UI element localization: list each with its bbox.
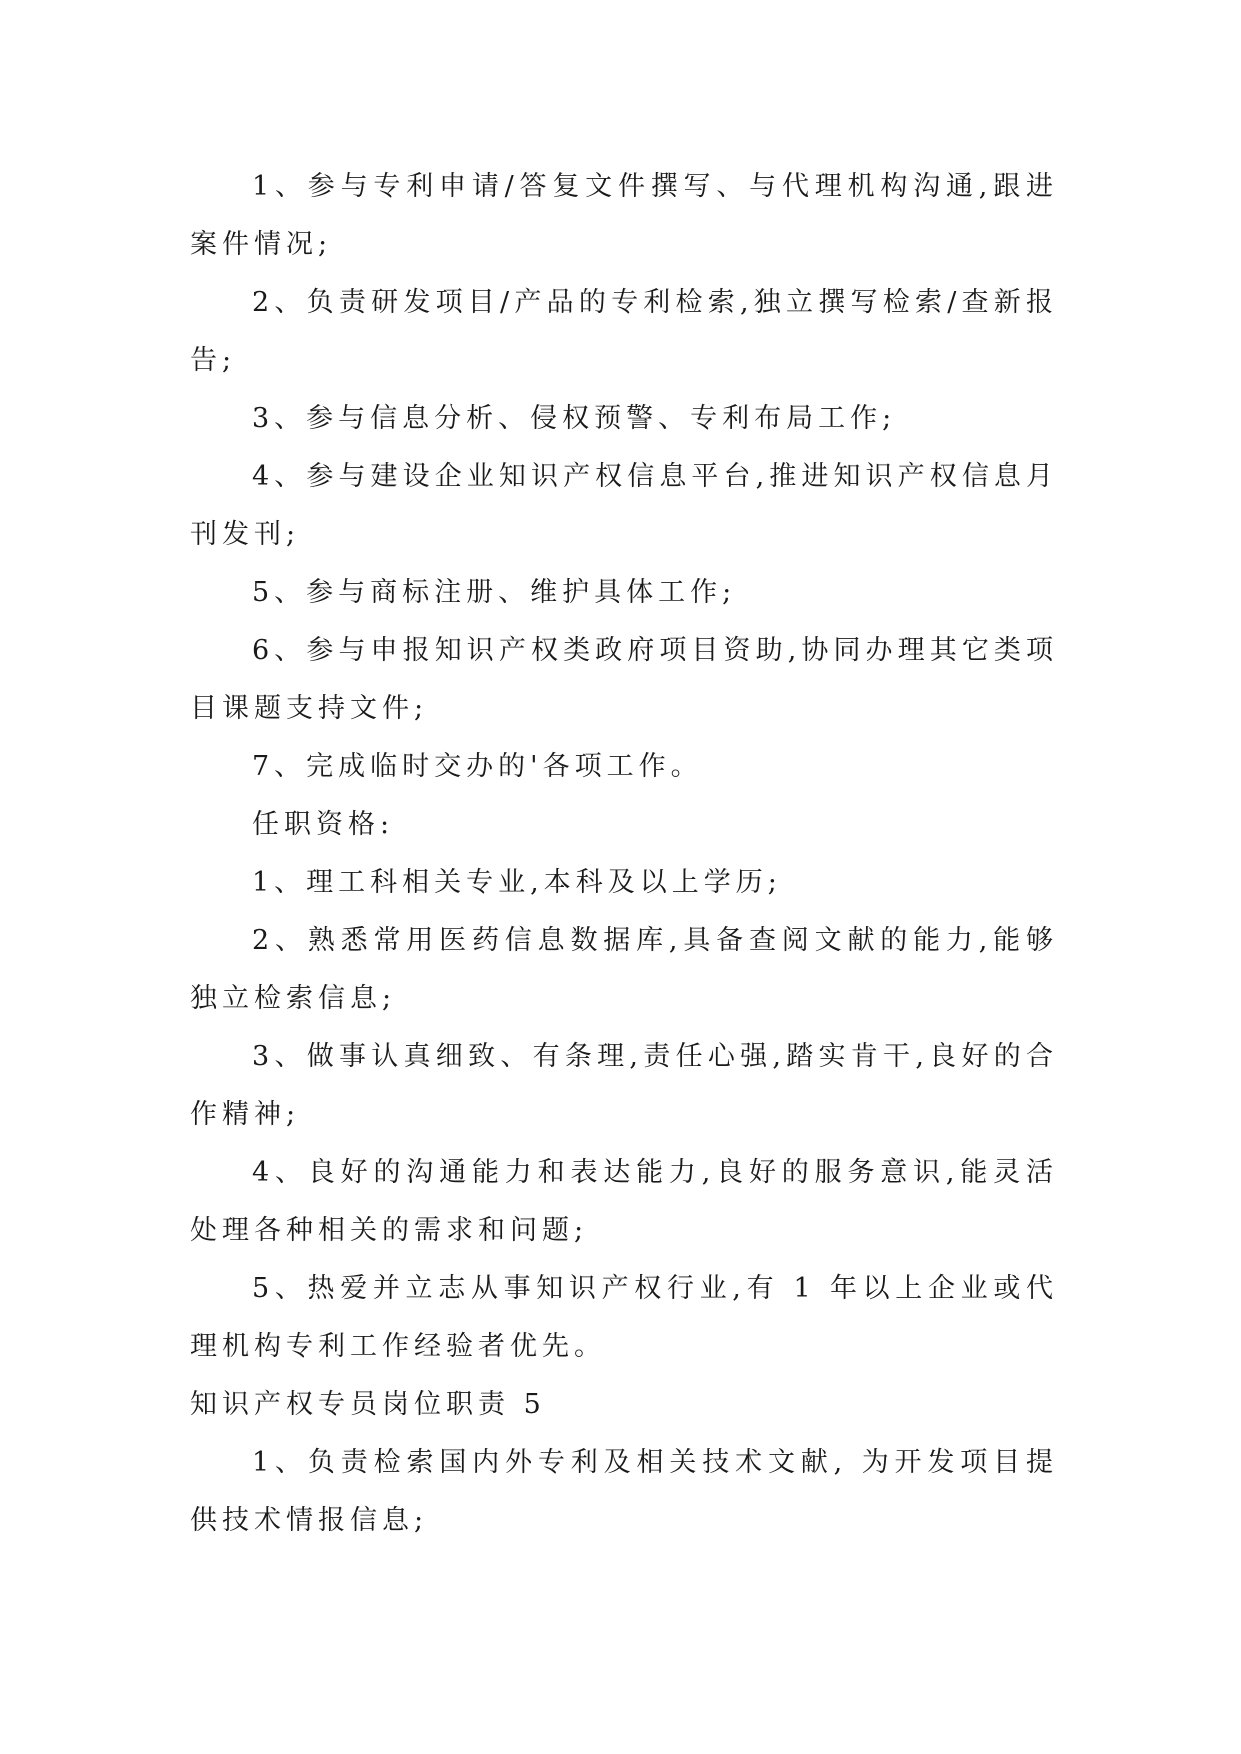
- qualifications-heading: 任职资格:: [252, 809, 395, 840]
- qualification-item-4: 4、良好的沟通能力和表达能力,良好的服务意识,能灵活处理各种相关的需求和问题;: [190, 1157, 1058, 1246]
- qualification-item-1: 1、理工科相关专业,本科及以上学历;: [252, 867, 782, 898]
- duty-item-5: 5、参与商标注册、维护具体工作;: [252, 577, 737, 608]
- duty-item-1: 1、参与专利申请/答复文件撰写、与代理机构沟通,跟进案件情况;: [190, 171, 1058, 260]
- duty-item-6: 6、参与申报知识产权类政府项目资助,协同办理其它类项目课题支持文件;: [190, 635, 1058, 724]
- document-page: [190, 158, 1058, 1550]
- section5-duty-item-1: 1、负责检索国内外专利及相关技术文献, 为开发项目提供技术情报信息;: [190, 1447, 1058, 1536]
- duty-item-3: 3、参与信息分析、侵权预警、专利布局工作;: [252, 403, 897, 434]
- duty-item-2: 2、负责研发项目/产品的专利检索,独立撰写检索/查新报告;: [190, 287, 1058, 376]
- duty-item-7: 7、完成临时交办的'各项工作。: [252, 751, 703, 782]
- qualification-item-5: 5、热爱并立志从事知识产权行业,有 1 年以上企业或代理机构专利工作经验者优先。: [190, 1273, 1058, 1362]
- section-heading: 知识产权专员岗位职责 5: [190, 1389, 546, 1420]
- qualification-item-2: 2、熟悉常用医药信息数据库,具备查阅文献的能力,能够独立检索信息;: [190, 925, 1058, 1014]
- qualification-item-3: 3、做事认真细致、有条理,责任心强,踏实肯干,良好的合作精神;: [190, 1041, 1058, 1130]
- duty-item-4: 4、参与建设企业知识产权信息平台,推进知识产权信息月刊发刊;: [190, 461, 1058, 550]
